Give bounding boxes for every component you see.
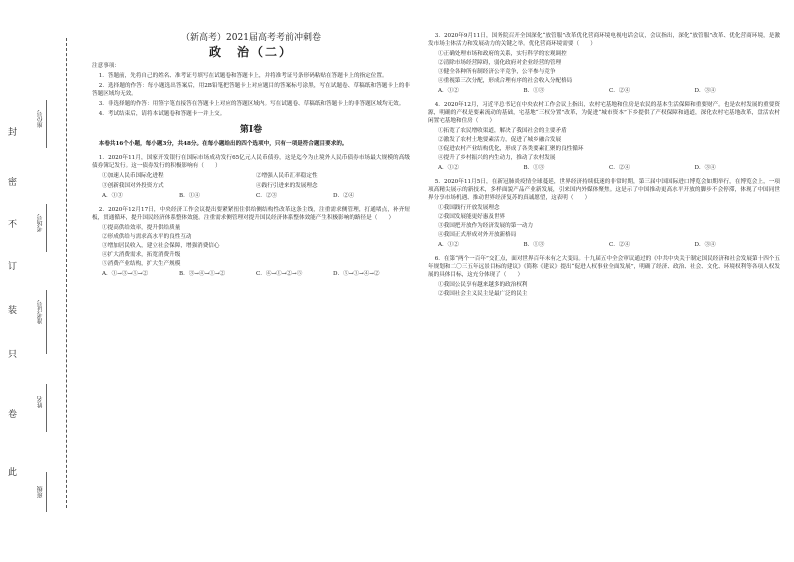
answer-choice: D．③④ (694, 165, 716, 171)
answer-choice: B．①③ (523, 165, 545, 171)
question-stem: 1．2020年11月，国家开发银行在国际市场成功发行65亿元人民币债券，这是迄今为止境外人民币债券市场最大规模的高级债券簿记发行。这一债券发行的积极影响有（ ） (92, 155, 410, 169)
field-name: 姓名 (37, 396, 44, 408)
answer-choice: B．①④ (179, 193, 200, 199)
answer-choice: D．③④ (694, 88, 716, 94)
answer-choice: A．①③ (102, 193, 123, 199)
binding-margin (0, 0, 78, 562)
question-stem: 2．2020年12月17日，中央经济工作会议提出要紧紧扭住供给侧结构性改革这条主线，注重需求侧管理，打通堵点，补齐短板，贯通循环，提升国民经济体系整体效能。注重需求侧管理对提升国民经济体系整体效能产生积极影响的路径是（ ） (92, 207, 410, 221)
field-class: 班级 (37, 486, 44, 498)
option: ②我国社会主义民主是最广泛的民主 (438, 291, 528, 297)
option: ③我国把开放作为经济发展的第一动力 (438, 223, 534, 229)
option: ④践行引进来的发展理念 (256, 183, 318, 189)
question-4 (428, 101, 780, 172)
option: ④重视第三次分配，形成合理有序的社会收入分配格局 (438, 78, 573, 84)
answer-choice: D．②④ (333, 193, 355, 199)
margin-char: 装 (8, 306, 18, 316)
answer-choice: C．④→①→②→⑤ (256, 271, 303, 277)
option: ①正确处理市场和政府的关系，实行科学的宏观调控 (438, 51, 567, 57)
question-stem: 3．2020年9月11日，国务院召开全国深化“放管服”改革优化营商环境电视电话会议，会议指出，深化“放管服”改革、优化营商环境，是激发市场主体活力和发展动力的关键之举。优化营商环境需要（ ） (428, 33, 780, 47)
question-stem: 6．在第“两个一百年”交汇点，面对世界百年未有之大变局。十九届五中全会审议通过的《中共中央关于制定国民经济和社会发展第十四个五年规划和二〇三五年远景目标的建议》《简称《建议》提出“促进人权事业全面发展”，明确了经济、政治、社会、文化、环境权利等各项人权发展的具体目标，这充分体现了（ ） (428, 256, 780, 278)
option: ①拓宽了农民增收渠道，解决了我国社会的主要矛盾 (438, 128, 567, 134)
answer-choice: A．①② (438, 242, 459, 248)
margin-char: 订 (8, 262, 18, 272)
field-seat-number: 座位号 (37, 110, 44, 128)
answer-choice: A．①② (438, 88, 459, 94)
answer-choice: B．①③ (523, 242, 545, 248)
option: ③增加居民收入，建立社会保障，增强消费信心 (102, 243, 220, 249)
part-intro: 本卷共16个小题，每小题3分，共48分。在每小题给出的四个选项中，只有一项是符合题目要求的。 (98, 141, 348, 147)
option: ②形成供给与需求高水平的良性互动 (102, 234, 192, 240)
option: ①我国践行开放发展理念 (438, 205, 500, 211)
margin-char: 此 (8, 468, 18, 478)
seat-number-line (46, 100, 47, 148)
left-column (92, 0, 410, 280)
answer-choice: B．③→④→①→② (179, 271, 226, 277)
question-1 (92, 154, 410, 200)
admission-number-line (46, 290, 47, 354)
notice-heading: 注意事项： (92, 63, 120, 69)
answer-choice: A．①→③→⑤→② (102, 271, 149, 277)
answer-choice: C．②④ (609, 88, 631, 94)
notice-item: 3．非选择题的作答：用签字笔直接答在答题卡上对应的答题区域内。写在试题卷、草稿纸和答题卡上的非答题区域均无效。 (98, 101, 405, 107)
option: ①我国公民享有越来越多的政治权利 (438, 282, 528, 288)
answer-choice: C．②④ (609, 242, 631, 248)
part-heading: 第Ⅰ卷 (239, 125, 263, 135)
field-exam-room: 考场号 (37, 214, 44, 232)
option: ④提升了乡村振兴的内生动力，推动了农村发展 (438, 155, 556, 161)
notice-item: 1．答题前，先将自己的姓名、准考证号填写在试题卷和答题卡上，并将准考证号条形码粘贴在答题卡上的指定位置。 (98, 73, 388, 79)
question-2 (92, 206, 410, 278)
margin-char: 只 (8, 350, 18, 360)
question-stem: 5．2020年11月5日，在新冠肺炎疫情全球蔓延，世界经济持续低迷的非常时期，第三届中国国际进口博览会如期举行，在博览会上，一项项高精尖展示的新技术，多样面貌产品产业新发展，引来国内外媒体聚焦。这是示了中国推动更高水平开放的脚步不会停滞，体现了中国同世界分享市场机遇、推动世界经济复苏的真诚愿望，这表明（ ） (428, 179, 780, 201)
option: ④我国正式形成对外开放新格局 (438, 232, 517, 238)
question-3 (428, 32, 780, 95)
option: ①提高供给效率，提升供给质量 (102, 225, 181, 231)
margin-char: 不 (8, 220, 18, 230)
option: ②增强人民币汇率稳定性 (256, 173, 318, 179)
right-column (428, 30, 780, 299)
notice-item: 2．选择题的作答：每小题选出答案后，用2B铅笔把答题卡上对应题目的答案标号涂黑，写在试题卷、草稿纸和答题卡上的非答题区域均无效。 (92, 83, 410, 97)
option: ③健全各种所有制经济公平竞争，公平参与竞争 (438, 69, 556, 75)
answer-choice: B．①③ (523, 88, 545, 94)
option: ②清除市场经营障碍，弱化政府对企业经营的管理 (438, 60, 562, 66)
field-admission-number: 准考证号 (37, 300, 44, 324)
subject-title: 政 治（二） (208, 45, 293, 59)
question-6 (428, 255, 780, 298)
answer-choice: C．②③ (256, 193, 278, 199)
option: ②激发了农村土地要素活力，促进了城乡融合发展 (438, 137, 562, 143)
question-stem: 4．2020年12月，习近平总书记在中央农村工作会议上指出，农村宅基地和住房是农民的基本生活保障和重要财产。也是农村发展的重要资源，明确的产权是要素流动的基础，宅基地“三权分置”改革，为促进“城市资本”下乡提供了产权保障和通道，深化农村宅基地改革，盘活农村闲置宅基地和住房（ ） (428, 102, 780, 124)
option: ③创新我国对外投资方式 (102, 183, 164, 189)
option: ④扩大消费需求，拓宽消费升级 (102, 252, 181, 258)
margin-char: 密 (8, 178, 18, 188)
exam-room-line (46, 204, 47, 252)
name-line (46, 384, 47, 432)
option: ②我国发展能更好惠及世界 (438, 214, 506, 220)
answer-choice: D．⑤→①→④→② (333, 271, 380, 277)
answer-choice: D．③④ (694, 242, 716, 248)
margin-char: 卷 (8, 410, 18, 420)
exam-title: （新高考）2021届高考考前冲刺卷 (181, 33, 321, 43)
option: ①加速人民币国际化进程 (102, 173, 164, 179)
answer-choice: A．①② (438, 165, 459, 171)
question-5 (428, 178, 780, 249)
margin-char: 封 (8, 128, 18, 138)
option: ③促进农村产业结构优化，形成了各类要素汇聚的良性循环 (438, 146, 584, 152)
answer-choice: C．②④ (609, 165, 631, 171)
cut-line (66, 38, 67, 508)
notice-item: 4．考试结束后，请将本试题卷和答题卡一并上交。 (98, 111, 226, 117)
option: ⑤消费产业结构，扩大生产规模 (102, 261, 181, 267)
class-line (46, 472, 47, 512)
